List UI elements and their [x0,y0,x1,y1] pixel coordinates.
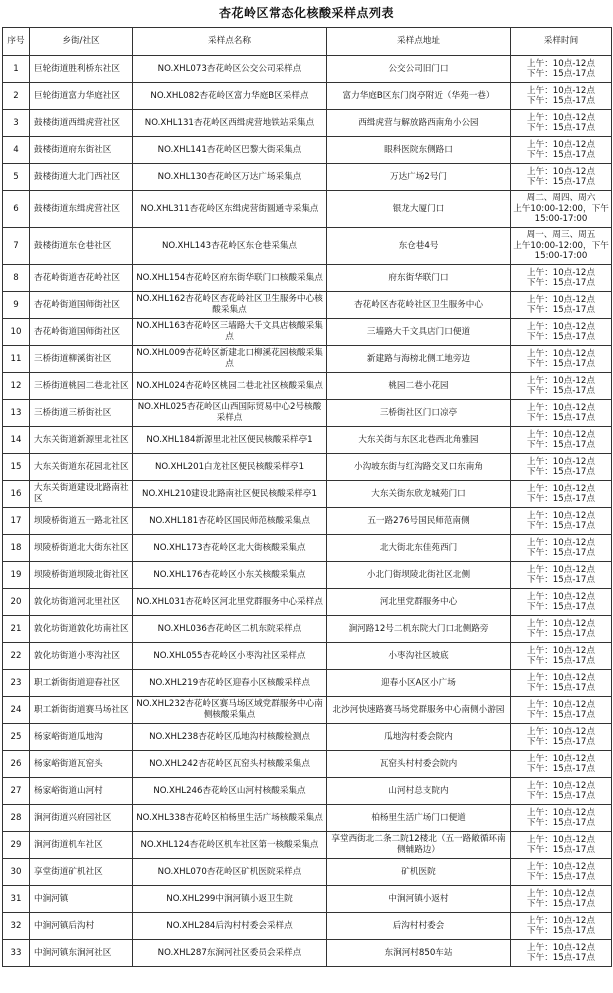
cell-site-address: 公交公司旧门口 [327,56,511,83]
cell-no: 24 [3,697,30,724]
cell-sampling-time: 上午：10点-12点 下午：15点-17点 [511,697,612,724]
cell-site-address: 三墙路大千文具店门口便道 [327,319,511,346]
table-row [3,191,612,228]
header-site-address: 采样点地址 [327,28,511,56]
table-row [3,137,612,164]
cell-community: 敦化坊街道小枣沟社区 [30,643,133,670]
cell-no: 27 [3,778,30,805]
cell-community: 杏花岭街道国师街社区 [30,292,133,319]
cell-community: 鼓楼街道大北门西社区 [30,164,133,191]
table-row [3,886,612,913]
cell-site-address: 小沟坡东街与红沟路交叉口东南角 [327,454,511,481]
cell-sampling-time: 上午：10点-12点 下午：15点-17点 [511,643,612,670]
table-row [3,697,612,724]
cell-site-address: 银龙大厦门口 [327,191,511,228]
cell-community: 杨家峪街道山河村 [30,778,133,805]
cell-no: 8 [3,265,30,292]
cell-site-name: NO.XHL184新源里北社区便民核酸采样亭1 [133,427,327,454]
cell-site-address: 迎春小区A区小广场 [327,670,511,697]
cell-site-address: 东涧河村850车站 [327,940,511,967]
cell-sampling-time: 上午：10点-12点 下午：15点-17点 [511,427,612,454]
cell-site-address: 后沟村村委会 [327,913,511,940]
table-row [3,643,612,670]
cell-community: 鼓楼街道府东街社区 [30,137,133,164]
cell-sampling-time: 上午：10点-12点 下午：15点-17点 [511,724,612,751]
cell-site-name: NO.XHL025杏花岭区山西国际贸易中心2号核酸采样点 [133,400,327,427]
cell-community: 杏花岭街道国师街社区 [30,319,133,346]
cell-site-name: NO.XHL162杏花岭区杏花岭社区卫生服务中心核酸采集点 [133,292,327,319]
cell-no: 6 [3,191,30,228]
cell-site-name: NO.XHL130杏花岭区万达广场采集点 [133,164,327,191]
table-row [3,346,612,373]
cell-community: 鼓楼街道西缉虎营社区 [30,110,133,137]
table-row [3,228,612,265]
cell-community: 坝陵桥街道五一路北社区 [30,508,133,535]
cell-site-name: NO.XHL163杏花岭区三墙路大千文具店核酸采集点 [133,319,327,346]
cell-community: 中涧河镇东涧河社区 [30,940,133,967]
cell-no: 19 [3,562,30,589]
cell-site-address: 新建路与海榜北侧工地旁边 [327,346,511,373]
cell-no: 13 [3,400,30,427]
cell-sampling-time: 上午：10点-12点 下午：15点-17点 [511,832,612,859]
cell-community: 大东关街道建设北路南社区 [30,481,133,508]
header-community: 乡街/社区 [30,28,133,56]
cell-sampling-time: 上午：10点-12点 下午：15点-17点 [511,859,612,886]
cell-sampling-time: 上午：10点-12点 下午：15点-17点 [511,110,612,137]
cell-site-address: 大东关街与东区北巷西北角雅园 [327,427,511,454]
cell-sampling-time: 上午：10点-12点 下午：15点-17点 [511,778,612,805]
cell-community: 鼓楼街道东仓巷社区 [30,228,133,265]
cell-no: 5 [3,164,30,191]
cell-sampling-time: 上午：10点-12点 下午：15点-17点 [511,137,612,164]
table-row [3,751,612,778]
cell-site-address: 万达广场2号门 [327,164,511,191]
cell-community: 三桥街道柳溪街社区 [30,346,133,373]
cell-no: 16 [3,481,30,508]
table-row [3,265,612,292]
table-row [3,805,612,832]
cell-community: 大东关街道东花园北社区 [30,454,133,481]
cell-site-address: 享堂西街北二条二院12楼北（五一路敞循环南侧辅路边） [327,832,511,859]
cell-sampling-time: 周一、周三、周五 上午10:00-12:00，下午 15:00-17:00 [511,228,612,265]
cell-no: 30 [3,859,30,886]
cell-site-name: NO.XHL299中涧河镇小返卫生院 [133,886,327,913]
cell-no: 2 [3,83,30,110]
table-row [3,670,612,697]
cell-site-name: NO.XHL287东涧河社区委员会采样点 [133,940,327,967]
cell-site-address: 小北门街坝陵北街社区北侧 [327,562,511,589]
cell-site-address: 眼科医院东侧路口 [327,137,511,164]
cell-community: 坝陵桥街道坝陵北街社区 [30,562,133,589]
cell-no: 28 [3,805,30,832]
cell-no: 21 [3,616,30,643]
cell-site-name: NO.XHL238杏花岭区瓜地沟村核酸检测点 [133,724,327,751]
cell-no: 3 [3,110,30,137]
cell-no: 18 [3,535,30,562]
table-row [3,83,612,110]
cell-sampling-time: 上午：10点-12点 下午：15点-17点 [511,164,612,191]
cell-no: 23 [3,670,30,697]
cell-site-address: 山河村总支院内 [327,778,511,805]
cell-no: 10 [3,319,30,346]
table-row [3,373,612,400]
cell-site-address: 大东关街东欣龙城苑门口 [327,481,511,508]
cell-site-name: NO.XHL232杏花岭区赛马场区域党群服务中心南侧核酸采集点 [133,697,327,724]
cell-community: 敦化坊街道敦化坊南社区 [30,616,133,643]
cell-no: 7 [3,228,30,265]
cell-site-name: NO.XHL246杏花岭区山河村核酸采集点 [133,778,327,805]
cell-site-address: 矿机医院 [327,859,511,886]
cell-site-name: NO.XHL242杏花岭区瓦窑头村核酸采集点 [133,751,327,778]
cell-site-address: 河北里党群服务中心 [327,589,511,616]
cell-site-address: 瓜地沟村委会院内 [327,724,511,751]
table-row [3,859,612,886]
cell-community: 杏花岭街道杏花岭社区 [30,265,133,292]
table-row [3,832,612,859]
cell-sampling-time: 上午：10点-12点 下午：15点-17点 [511,805,612,832]
cell-no: 32 [3,913,30,940]
cell-sampling-time: 上午：10点-12点 下午：15点-17点 [511,373,612,400]
cell-site-address: 瓦窑头村村委会院内 [327,751,511,778]
cell-no: 12 [3,373,30,400]
cell-no: 17 [3,508,30,535]
cell-site-address: 府东街华联门口 [327,265,511,292]
cell-no: 25 [3,724,30,751]
table-row [3,535,612,562]
cell-no: 14 [3,427,30,454]
cell-community: 涧河街道机车社区 [30,832,133,859]
table-row [3,56,612,83]
table-row [3,778,612,805]
table-header-row [3,28,612,56]
cell-sampling-time: 上午：10点-12点 下午：15点-17点 [511,400,612,427]
cell-sampling-time: 上午：10点-12点 下午：15点-17点 [511,913,612,940]
table-row [3,164,612,191]
cell-site-name: NO.XHL201白龙社区便民核酸采样亭1 [133,454,327,481]
table-row [3,616,612,643]
cell-community: 杨家峪街道瓜地沟 [30,724,133,751]
table-row [3,110,612,137]
cell-sampling-time: 上午：10点-12点 下午：15点-17点 [511,751,612,778]
cell-no: 11 [3,346,30,373]
cell-sampling-time: 上午：10点-12点 下午：15点-17点 [511,886,612,913]
cell-sampling-time: 上午：10点-12点 下午：15点-17点 [511,508,612,535]
cell-community: 职工新街街道赛马场社区 [30,697,133,724]
cell-site-address: 三桥街社区门口凉亭 [327,400,511,427]
cell-sampling-time: 上午：10点-12点 下午：15点-17点 [511,670,612,697]
cell-site-name: NO.XHL154杏花岭区府东街华联门口核酸采集点 [133,265,327,292]
table-row [3,427,612,454]
cell-no: 1 [3,56,30,83]
cell-site-name: NO.XHL036杏花岭区二机东院采样点 [133,616,327,643]
cell-sampling-time: 上午：10点-12点 下午：15点-17点 [511,56,612,83]
table-row [3,589,612,616]
cell-site-name: NO.XHL031杏花岭区河北里党群服务中心采样点 [133,589,327,616]
cell-sampling-time: 上午：10点-12点 下午：15点-17点 [511,589,612,616]
cell-site-address: 北沙河快速路赛马场党群服务中心南侧小游园 [327,697,511,724]
cell-no: 15 [3,454,30,481]
cell-site-name: NO.XHL024杏花岭区桃园二巷北社区核酸采集点 [133,373,327,400]
cell-no: 4 [3,137,30,164]
cell-community: 涧河街道兴府园社区 [30,805,133,832]
cell-site-address: 东仓巷4号 [327,228,511,265]
cell-site-address: 小枣沟社区坡底 [327,643,511,670]
cell-no: 31 [3,886,30,913]
cell-sampling-time: 上午：10点-12点 下午：15点-17点 [511,940,612,967]
cell-sampling-time: 上午：10点-12点 下午：15点-17点 [511,454,612,481]
cell-site-name: NO.XHL173杏花岭区北大街核酸采集点 [133,535,327,562]
cell-site-name: NO.XHL219杏花岭区迎春小区核酸采样点 [133,670,327,697]
table-row [3,481,612,508]
cell-sampling-time: 上午：10点-12点 下午：15点-17点 [511,265,612,292]
table-row [3,508,612,535]
cell-community: 大东关街道新源里北社区 [30,427,133,454]
cell-site-address: 北大街北东佳苑西门 [327,535,511,562]
table-row [3,400,612,427]
cell-sampling-time: 上午：10点-12点 下午：15点-17点 [511,346,612,373]
cell-site-address: 富力华庭B区东门岗亭附近（华苑一巷） [327,83,511,110]
cell-sampling-time: 上午：10点-12点 下午：15点-17点 [511,481,612,508]
cell-community: 巨轮街道富力华庭社区 [30,83,133,110]
table-row [3,562,612,589]
cell-no: 26 [3,751,30,778]
cell-site-address: 五一路276号国民师范南侧 [327,508,511,535]
cell-community: 中涧河镇后沟村 [30,913,133,940]
cell-site-name: NO.XHL210建设北路南社区便民核酸采样亭1 [133,481,327,508]
cell-no: 22 [3,643,30,670]
cell-site-name: NO.XHL176杏花岭区小东关核酸采集点 [133,562,327,589]
cell-site-address: 中涧河镇小返村 [327,886,511,913]
cell-community: 三桥街道三桥街社区 [30,400,133,427]
cell-no: 9 [3,292,30,319]
cell-community: 坝陵桥街道北大街东社区 [30,535,133,562]
cell-community: 敦化坊街道河北里社区 [30,589,133,616]
cell-site-address: 杏花岭区杏花岭社区卫生服务中心 [327,292,511,319]
cell-sampling-time: 上午：10点-12点 下午：15点-17点 [511,616,612,643]
cell-community: 三桥街道桃园二巷北社区 [30,373,133,400]
header-site-name: 采样点名称 [133,28,327,56]
table-row [3,454,612,481]
cell-site-name: NO.XHL124杏花岭区机车社区第一核酸采集点 [133,832,327,859]
cell-community: 巨轮街道胜利桥东社区 [30,56,133,83]
cell-community: 鼓楼街道东缉虎营社区 [30,191,133,228]
cell-site-address: 西缉虎营与解放路西南角小公园 [327,110,511,137]
cell-no: 33 [3,940,30,967]
cell-sampling-time: 上午：10点-12点 下午：15点-17点 [511,562,612,589]
cell-site-name: NO.XHL082杏花岭区富力华庭B区采样点 [133,83,327,110]
sampling-sites-table [2,27,612,967]
cell-community: 职工新街街道迎春社区 [30,670,133,697]
header-sampling-time: 采样时间 [511,28,612,56]
table-row [3,724,612,751]
cell-sampling-time: 上午：10点-12点 下午：15点-17点 [511,319,612,346]
table-row [3,292,612,319]
cell-no: 29 [3,832,30,859]
table-row [3,319,612,346]
cell-site-name: NO.XHL141杏花岭区巴黎大街采集点 [133,137,327,164]
cell-community: 中涧河镇 [30,886,133,913]
cell-site-name: NO.XHL181杏花岭区国民师范核酸采集点 [133,508,327,535]
table-row [3,940,612,967]
cell-site-address: 涧河路12号二机东院大门口北侧路旁 [327,616,511,643]
header-no: 序号 [3,28,30,56]
cell-site-name: NO.XHL311杏花岭区东缉虎营街圆通寺采集点 [133,191,327,228]
cell-sampling-time: 上午：10点-12点 下午：15点-17点 [511,83,612,110]
cell-site-address: 桃园二巷小花园 [327,373,511,400]
cell-sampling-time: 上午：10点-12点 下午：15点-17点 [511,535,612,562]
cell-site-name: NO.XHL143杏花岭区东仓巷采集点 [133,228,327,265]
cell-site-name: NO.XHL073杏花岭区公交公司采样点 [133,56,327,83]
cell-site-name: NO.XHL070杏花岭区矿机医院采样点 [133,859,327,886]
cell-site-name: NO.XHL009杏花岭区新建北口柳溪花园核酸采集点 [133,346,327,373]
cell-site-name: NO.XHL055杏花岭区小枣沟社区采样点 [133,643,327,670]
cell-community: 享堂街道矿机社区 [30,859,133,886]
cell-site-address: 柏杨里生活广场门口便道 [327,805,511,832]
cell-site-name: NO.XHL131杏花岭区西缉虎营地铁站采集点 [133,110,327,137]
page-title: 杏花岭区常态化核酸采样点列表 [218,6,394,20]
cell-no: 20 [3,589,30,616]
cell-site-name: NO.XHL284后沟村村委会采样点 [133,913,327,940]
cell-sampling-time: 周二、周四、周六 上午10:00-12:00，下午 15:00-17:00 [511,191,612,228]
table-row [3,913,612,940]
cell-sampling-time: 上午：10点-12点 下午：15点-17点 [511,292,612,319]
cell-community: 杨家峪街道瓦窑头 [30,751,133,778]
cell-site-name: NO.XHL338杏花岭区柏杨里生活广场核酸采集点 [133,805,327,832]
